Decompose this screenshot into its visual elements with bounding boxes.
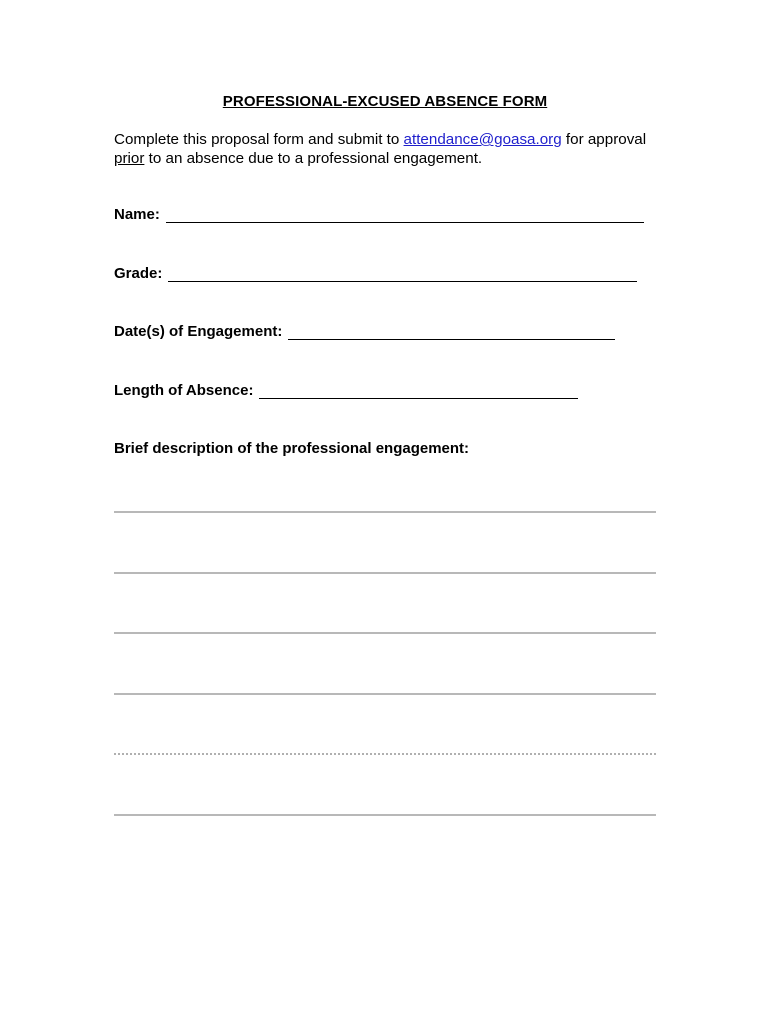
instructions-text-end: to an absence due to a professional engagement. <box>144 150 483 167</box>
instructions-text-start: Complete this proposal form and submit to <box>114 131 404 148</box>
length-blank-line[interactable] <box>259 384 578 399</box>
description-line[interactable] <box>114 814 656 816</box>
attendance-email-link[interactable]: attendance@goasa.org <box>403 131 562 148</box>
dates-field-row <box>114 323 615 340</box>
grade-field-row <box>114 265 637 282</box>
instructions-text-approval: for approval <box>561 131 647 148</box>
dates-of-engagement-label: Date(s) of Engagement: <box>114 323 283 340</box>
name-label: Name: <box>114 206 160 223</box>
length-field-row <box>114 382 578 399</box>
description-line[interactable] <box>114 632 656 634</box>
grade-blank-line[interactable] <box>168 267 637 282</box>
description-line[interactable] <box>114 693 656 695</box>
instructions-prior-word: prior <box>114 150 145 167</box>
form-instructions <box>114 130 674 168</box>
description-label: Brief description of the professional engagement: <box>114 440 470 457</box>
description-line[interactable] <box>114 572 656 574</box>
grade-label: Grade: <box>114 265 163 282</box>
description-line[interactable] <box>114 511 656 513</box>
form-title: PROFESSIONAL-EXCUSED ABSENCE FORM <box>222 93 548 110</box>
name-blank-line[interactable] <box>166 208 644 223</box>
dates-blank-line[interactable] <box>288 325 615 340</box>
name-field-row <box>114 206 644 223</box>
description-line[interactable] <box>114 753 656 755</box>
length-of-absence-label: Length of Absence: <box>114 382 254 399</box>
